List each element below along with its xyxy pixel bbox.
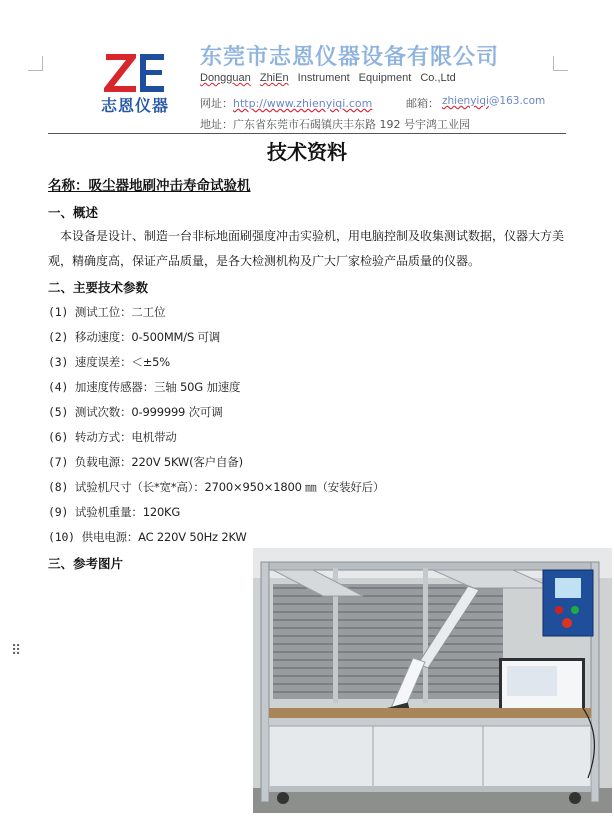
param-number: (10) (48, 530, 75, 544)
param-text: 速度误差：＜±5% (74, 355, 170, 369)
param-text: 加速度传感器：三轴 50G 加速度 (74, 380, 241, 394)
section-photos-title: 三、参考图片 (48, 556, 124, 571)
email-user: zhienyiqi (442, 95, 489, 107)
company-name-cn: 东莞市志恩仪器设备有限公司 (200, 45, 500, 70)
param-number: (8) (48, 480, 69, 494)
param-number: (3) (48, 355, 69, 369)
website-label: 网址： (200, 97, 233, 110)
header-divider (48, 133, 566, 134)
param-text: 试验机尺寸（长*宽*高）：2700×950×1800 ㎜（安装好后） (74, 480, 385, 494)
test-machine-image (253, 548, 612, 813)
crop-mark-top-right (553, 56, 568, 71)
param-item (48, 304, 165, 320)
param-text: 试验机重量：120KG (74, 505, 181, 519)
param-number: (6) (48, 430, 69, 444)
param-text: 移动速度：0-500MM/S 可调 (74, 330, 221, 344)
param-text: 转动方式：电机带动 (74, 430, 177, 444)
document-title: 技术资料 (267, 140, 347, 164)
param-item (48, 504, 180, 520)
param-number: (5) (48, 405, 69, 419)
param-item (48, 529, 247, 545)
param-number: (2) (48, 330, 69, 344)
param-item (48, 479, 384, 495)
section-params-title: 二、主要技术参数 (48, 280, 149, 295)
drag-handle-icon[interactable]: ⠿ (11, 643, 23, 659)
email-domain: @163.com (488, 95, 546, 107)
website-link[interactable]: http://www.zhienyiqi.com (233, 97, 373, 110)
section-overview-body: 本设备是设计、制造一台非标地面刷强度冲击实验机，用电脑控制及收集测试数据，仪器大方美观，精确度高，保证产品质量，是各大检测机构及广大厂家检验产品质量的仪器。 (48, 229, 565, 268)
param-item (48, 354, 170, 370)
param-item (48, 329, 220, 345)
param-text: 负载电源：220V 5KW(客户自备) (74, 455, 243, 469)
company-en-part1: Dongguan (200, 72, 251, 84)
param-number: (4) (48, 380, 69, 394)
product-name: 名称：吸尘器地刷冲击寿命试验机 (48, 178, 251, 194)
param-text: 测试工位：二工位 (74, 305, 166, 319)
company-en-part2: ZhiEn (259, 72, 289, 84)
crop-mark-top-left (28, 56, 43, 71)
param-item (48, 454, 243, 470)
email-link[interactable] (442, 95, 545, 107)
param-text: 测试次数：0-999999 次可调 (74, 405, 223, 419)
param-number: (7) (48, 455, 69, 469)
email-label: 邮箱： (406, 97, 439, 110)
section-overview-title: 一、概述 (48, 205, 99, 220)
reference-photo (253, 548, 612, 813)
address-line: 地址：广东省东莞市石碣镇庆丰东路 192 号宇鸿工业园 (200, 118, 470, 131)
company-en-part3: Instrument Equipment Co.,Ltd (297, 72, 456, 84)
website-row (200, 95, 372, 111)
param-number: (9) (48, 505, 69, 519)
logo-text: 志恩仪器 (100, 96, 169, 115)
param-item (48, 429, 177, 445)
company-name-en (200, 72, 456, 84)
param-item (48, 379, 240, 395)
param-text: 供电电源：AC 220V 50Hz 2KW (81, 530, 247, 544)
param-item (48, 404, 223, 420)
logo-letters: ZE (92, 48, 94, 49)
param-number: (1) (48, 305, 69, 319)
